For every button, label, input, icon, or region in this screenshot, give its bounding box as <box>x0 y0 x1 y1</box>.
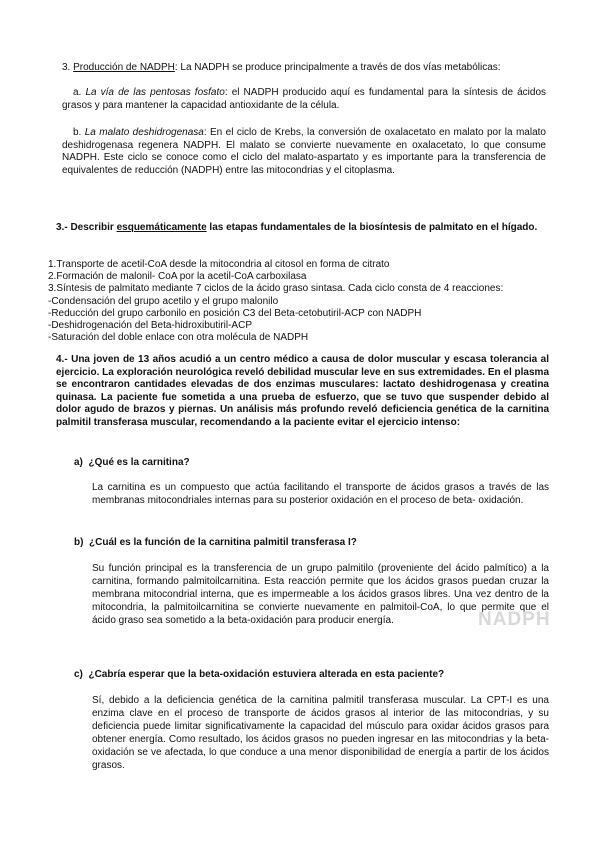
nadph-item-b-text: : En el ciclo de Krebs, la conversión de oxalacetato en malato por la malato deshidrogenasa regenera NADPH. El malato se convierte nuevamente en oxalacetato, lo que consume NADPH. Este ciclo se conoce como el ciclo del malato-aspartato y es importante para la transferencia de equivalentes de reducción (NADPH) entre las mitocondrias y el citoplasma. <box>62 127 546 176</box>
nadph-number: 3. <box>62 62 71 73</box>
nadph-item-a-term: La vía de las pentosas fosfato <box>85 87 225 98</box>
question-3 <box>56 222 550 235</box>
nadph-item-a-letter: a. <box>73 87 82 98</box>
question-3-suffix: las etapas fundamentales de la biosíntesis de palmitato en el hígado. <box>206 222 538 233</box>
nadph-item-b <box>62 127 546 177</box>
question-3-emphasis: esquemáticamente <box>116 222 207 233</box>
sub-c-question <box>74 669 444 682</box>
nadph-heading: Producción de NADPH <box>73 62 175 73</box>
nadph-item-a <box>62 87 546 112</box>
list-item: -Deshidrogenación del Beta-hidroxibutiril-ACP <box>48 320 252 332</box>
sub-a-letter: a) <box>74 457 83 468</box>
sub-c-letter: c) <box>74 669 83 680</box>
sub-a-question-text: ¿Qué es la carnitina? <box>88 457 190 468</box>
sub-c-question-text: ¿Cabría esperar que la beta-oxidación estuviera alterada en esta paciente? <box>88 669 445 680</box>
nadph-item-b-letter: b. <box>73 127 82 138</box>
list-item: -Reducción del grupo carbonilo en posición C3 del Beta-cetobutiril-ACP con NADPH <box>48 307 422 319</box>
list-item: 2.Formación de malonil- CoA por la acetil-CoA carboxilasa <box>48 271 307 283</box>
sub-b-letter: b) <box>74 537 84 548</box>
sub-b-question <box>74 537 357 550</box>
list-item: -Saturación del doble enlace con otra molécula de NADPH <box>48 332 309 344</box>
sub-a-question <box>74 457 190 470</box>
sub-c-answer: Sí, debido a la deficiencia genética de la carnitina palmitil transferasa muscular. La CPT-I es una enzima clave en el proceso de transporte de ácidos grasos al interior de las mitocondrias, y su deficiencia puede limitar significativamente la capacidad del músculo para oxidar ácidos grasos para obtener energía. Como resultado, los ácidos grasos no pueden ingresar en las mitocondrias y la beta-oxidación se ve afectada, lo que conduce a una menor disponibilidad de energía a partir de los ácidos grasos. <box>92 695 549 771</box>
list-item: 3.Síntesis de palmitato mediante 7 ciclos de la ácido graso sintasa. Cada ciclo consta de 4 reacciones: <box>48 283 504 295</box>
nadph-heading-line <box>62 62 552 75</box>
nadph-intro: : La NADPH se produce principalmente a través de dos vías metabólicas: <box>174 62 501 73</box>
list-item: -Condensación del grupo acetilo y el grupo malonilo <box>48 295 279 307</box>
nadph-item-a-text: : el NADPH producido aquí es fundamental para la síntesis de ácidos grasos y para mantener la capacidad antioxidante de la célula. <box>62 87 547 111</box>
sub-b-answer: Su función principal es la transferencia de un grupo palmitilo (proveniente del ácido palmítico) a la carnitina, formando palmitoilcarnitina. Esta reacción permite que los ácidos grasos puedan cruzar la membrana mitocondrial interna, que es impermeable a los ácidos grasos libres. Una vez dentro de la mitocondria, la palmitoilcarnitina se convierte nuevamente en palmitoil-CoA, lo que permite que el ácido graso sea sometido a la beta-oxidación para producir energía. <box>92 563 549 626</box>
question-3-prefix: 3.- Describir <box>56 222 117 233</box>
sub-b-question-text: ¿Cuál es la función de la carnitina palmitil transferasa I? <box>89 537 357 548</box>
question-4-case: 4.- Una joven de 13 años acudió a un centro médico a causa de dolor muscular y escasa tolerancia al ejercicio. La exploración neurológica reveló debilidad muscular leve en sus extremidades. En el plasma se encontraron cantidades elevadas de dos enzimas musculares: lactato deshidrogenasa y creatina quinasa. La paciente fue sometida a una prueba de esfuerzo, que se tuvo que suspender debido al dolor agudo de brazos y piernas. Un análisis más profundo reveló deficiencia genética de la carnitina palmitil transferasa muscular, recomendando a la paciente evitar el ejercicio intenso: <box>56 354 549 428</box>
sub-a-answer: La carnitina es un compuesto que actúa facilitando el transporte de ácidos grasos a través de las membranas mitocondriales internas para su posterior oxidación en el proceso de beta- oxidación. <box>92 482 549 506</box>
palmitate-steps-list <box>48 259 558 344</box>
list-item: 1.Transporte de acetil-CoA desde la mitocondria al citosol en forma de citrato <box>48 259 390 270</box>
watermark: NADPH <box>478 609 551 630</box>
nadph-item-b-term: La malato deshidrogenasa <box>84 127 204 138</box>
